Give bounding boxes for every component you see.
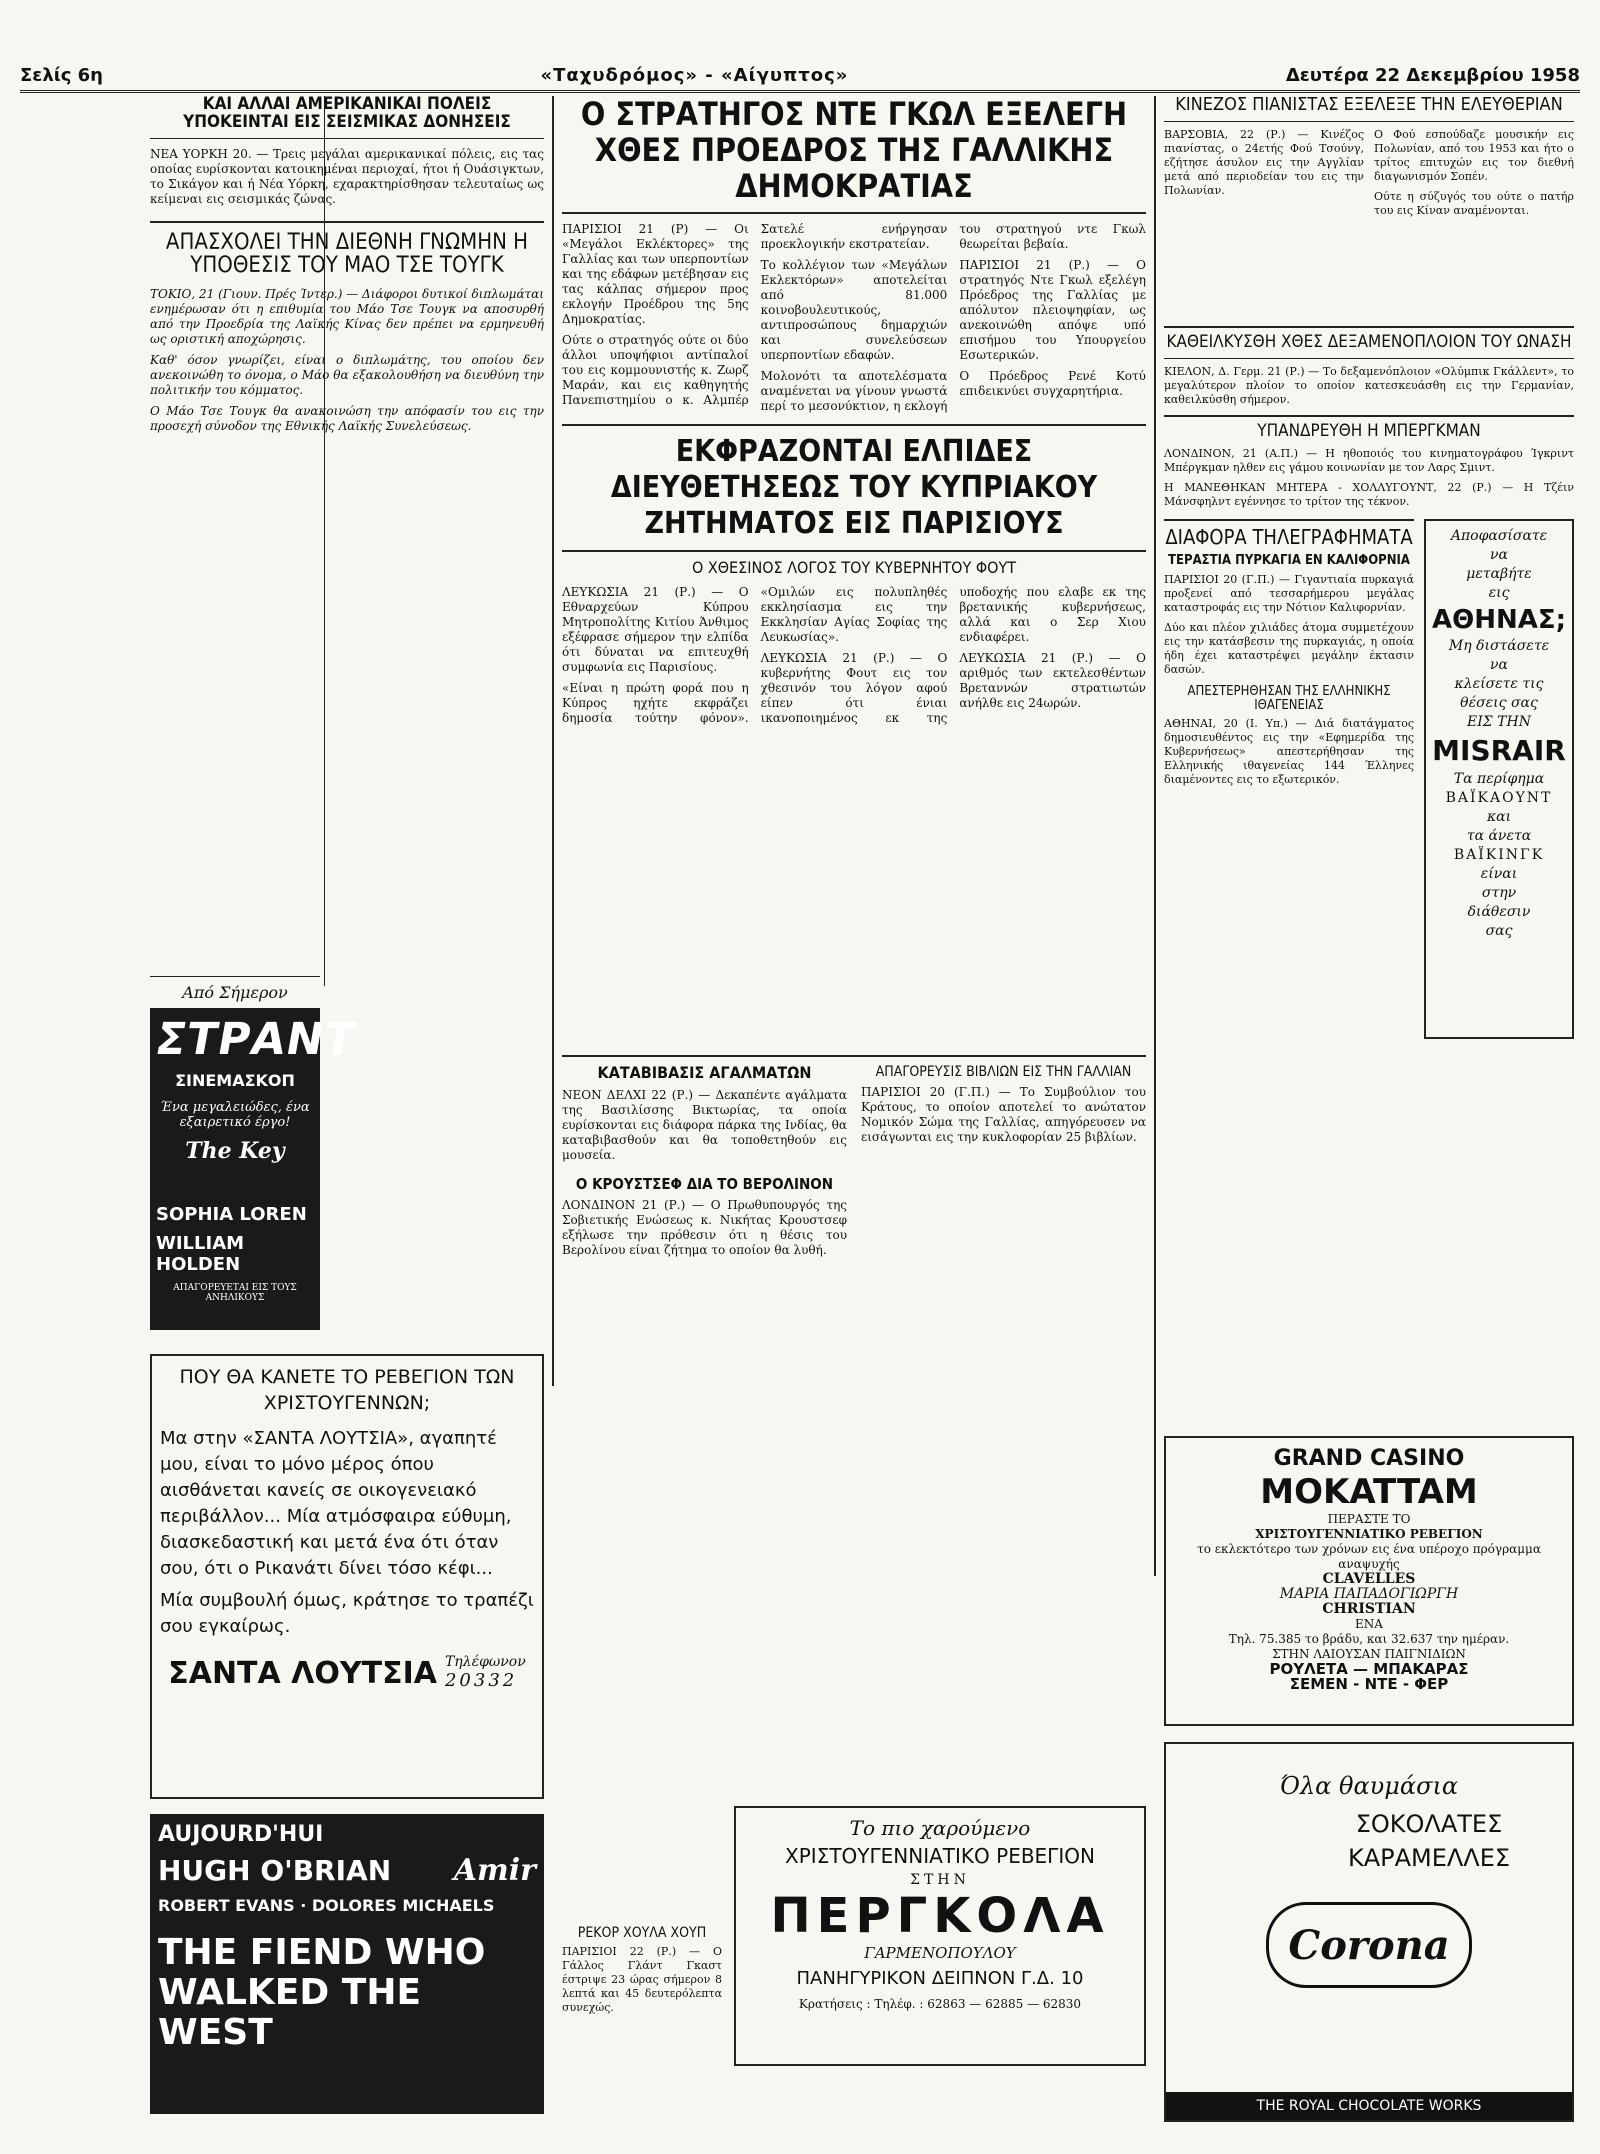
cinema-logo: Amir (453, 1853, 536, 1888)
cinema-name: ΣΤΡΑΝΤ (151, 1014, 360, 1065)
tagline: Ένα μεγαλειώδες, ένα εξαιρετικό έργο! (160, 1100, 310, 1130)
telegrams-and-misrair (1164, 519, 1574, 1039)
article-text: Μολονότι τα αποτελέσματα αναμένεται να γίνουν γνωστά περί το μεσονύκτιον, η εκλογή του στρατηγού ντε Γκωλ θεωρείται βεβαία. (760, 222, 1146, 413)
ad-line: το εκλεκτότερο των χρόνων εις ένα υπέροχο πρόγραμμα αναψυχής (1197, 1542, 1541, 1571)
middle-column (562, 96, 1146, 2136)
headline-pianist: ΚΙΝΕΖΟΣ ΠΙΑΝΙΣΤΑΣ ΕΞΕΛΕΞΕ ΤΗΝ ΕΛΕΥΘΕΡΙΑΝ (1164, 96, 1574, 122)
corona-chocolate-ad (1164, 1742, 1574, 2122)
masthead (20, 60, 1580, 93)
santa-lucia-ad (150, 1354, 544, 1799)
article-text: Ο Μάο Τσε Τουγκ θα ανακοινώση την απόφασίν του εις την προσεχή σύνοδον της Εθνικής Λαϊκής Συνελεύσεως. (150, 403, 544, 433)
ad-line: ΣΤΗΝ (910, 1872, 970, 1888)
article-text: ΝΕΟΝ ΔΕΛΧΙ 22 (Ρ.) — Δεκαπέντε αγάλματα της Βασιλίσσης Βικτωρίας, τα οποία ευρίσκονται εις διάφορα πάρκα της Ινδίας, θα καταβιβασθούν και θα τοποθετηθούν εις μουσεία. (562, 1087, 847, 1162)
short-news-row (562, 1055, 1146, 1265)
ad-line: ΧΡΙΣΤΟΥΓΕΝΝΙΑΤΙΚΟ ΡΕΒΕΓΙΟΝ (785, 1844, 1095, 1868)
ad-heading: ΠΟΥ ΘΑ ΚΑΝΕΤΕ ΤΟ ΡΕΒΕΓΙΟΝ ΤΩΝ ΧΡΙΣΤΟΥΓΕΝΝΩΝ; (179, 1366, 515, 1414)
ad-line: Τα περίφημα (1453, 770, 1545, 787)
headline-books: ΑΠΑΓΟΡΕΥΣΙΣ ΒΙΒΛΙΩΝ ΕΙΣ ΤΗΝ ΓΑΛΛΙΑΝ (875, 1063, 1132, 1080)
column-rule (1154, 96, 1156, 1576)
right-column (1164, 96, 1574, 2136)
ad-line: Όλα θαυμάσια (1279, 1772, 1459, 1800)
ad-line: ΠΑΝΗΓΥΡΙΚΟΝ ΔΕΙΠΝΟΝ Γ.Δ. 10 (796, 1968, 1084, 1989)
books-article (861, 1065, 1146, 1265)
ad-date: AUJOURD'HUI (158, 1822, 324, 1847)
manufacturer-name: THE ROYAL CHOCOLATE WORKS (1166, 2092, 1572, 2120)
ad-line: διάθεσιν (1467, 903, 1531, 920)
airline-name: MISRAIR (1432, 733, 1566, 767)
ad-line: θέσεις σας (1460, 694, 1538, 711)
article-text: ΠΑΡΙΣΙΟΙ 20 (Γ.Π.) — Το Συμβούλιον του Κράτους, το οποίον αποτελεί το ανώτατον Νομικόν Σώμα της Γαλλίας, απηγόρευσεν να εισάγωνται εις την κυκλοφορίαν 25 βιβλίων. (861, 1085, 1146, 1145)
de-gaulle-article (562, 222, 1146, 414)
article-text: ΛΕΥΚΩΣΙΑ 21 (Ρ.) — Ο αριθμός των εκτελεσθέντων Βρεταννών στρατιωτών ανήλθε εις 24ωρών. (959, 650, 1146, 710)
article-text: ΛΕΥΚΩΣΙΑ 21 (Ρ.) — Ο κυβερνήτης Φουτ εις τον χθεσινόν του λόγον αφού είπεν ότι ένιαι ικανοποιημένος εκ της υποδοχής που ελαβε εκ της βρετανικής κυβερνήσεως, αλλά και ο Σερ Χιου ενδιαφέρει. (760, 584, 1146, 725)
article-text: Καθ' όσον γνωρίζει, είναι ο διπλωμάτης, του οποίου δεν ανεκοινώθη το όνομα, ο Μάο θα εξακολουθήση να διευθύνη την πολιτικήν του κόμματος. (150, 352, 544, 397)
ad-line: εις (1488, 584, 1510, 601)
ad-line: στην (1481, 884, 1517, 901)
phone-number: 20332 (444, 1670, 518, 1691)
aircraft-type: ΒΑΪΚΑΟΥΝΤ (1445, 789, 1553, 806)
pergola-ad (734, 1806, 1146, 2066)
brand-logo: Corona (1266, 1902, 1472, 1988)
subheadline-foot-speech: Ο ΧΘΕΣΙΝΟΣ ΛΟΓΟΣ ΤΟΥ ΚΥΒΕΡΝΗΤΟΥ ΦΟΥΤ (691, 558, 1017, 577)
headline-krushchev: Ο ΚΡΟΥΣΤΣΕΦ ΔΙΑ ΤΟ ΒΕΡΟΛΙΝΟΝ (575, 1174, 834, 1193)
article-text: Το κολλέγιον των «Μεγάλων Εκλεκτόρων» αποτελείται από 81.000 κοινοβουλευτικούς, αντιπροσώπους δημαρχιών και συνελεύσεων υπερποντίων εδαφών. (760, 258, 948, 362)
pianist-article (1164, 128, 1574, 318)
ad-line: σας (1485, 922, 1513, 939)
headline-de-gaulle: Ο ΣΤΡΑΤΗΓΟΣ ΝΤΕ ΓΚΩΛ ΕΞΕΛΕΓΗ ΧΘΕΣ ΠΡΟΕΔΡΟΣ ΤΗΣ ΓΑΛΛΙΚΗΣ ΔΗΜΟΚΡΑΤΙΑΣ (562, 96, 1146, 214)
headline-statues: ΚΑΤΑΒΙΒΑΣΙΣ ΑΓΑΛΜΑΤΩΝ (597, 1062, 812, 1082)
article-text: Ο Πρόεδρος Ρενέ Κοτύ επιδεικνύει συγχαρητήρια. (959, 369, 1146, 398)
hula-hoop-article (562, 1926, 722, 2021)
headline-telegrams: ΔΙΑΦΟΡΑ ΤΗΛΕΓΡΑΦΗΜΑΤΑ (1164, 519, 1414, 548)
ad-line: να (1490, 656, 1508, 673)
headline-citizenship: ΑΠΕΣΤΕΡΗΘΗΣΑΝ ΤΗΣ ΕΛΛΗΝΙΚΗΣ ΙΘΑΓΕΝΕΙΑΣ (1187, 684, 1391, 713)
lead-actor: HUGH O'BRIAN (158, 1854, 392, 1887)
ad-line: και (1486, 808, 1512, 825)
ad-line: μεταβήτε (1466, 565, 1532, 582)
headline-cyprus: ΕΚΦΡΑΖΟΝΤΑΙ ΕΛΠΙΔΕΣ ΔΙΕΥΘΕΤΗΣΕΩΣ ΤΟΥ ΚΥΠΡΙΑΚΟΥ ΖΗΤΗΜΑΤΟΣ ΕΙΣ ΠΑΡΙΣΙΟΥΣ (562, 424, 1146, 552)
restaurant-name: ΠΕΡΓΚΟΛΑ (770, 1888, 1110, 1944)
headline-bergman: ΥΠΑΝΔΡΕΥΘΗ Η ΜΠΕΡΓΚΜΑΝ (1164, 415, 1574, 441)
mokattam-casino-ad (1164, 1436, 1574, 1726)
performer: ΜΑΡΙΑ ΠΑΠΑΔΟΓΙΩΡΓΗ (1279, 1586, 1459, 1602)
page-number: Σελίς 6η (20, 64, 103, 86)
ad-line: κλείσετε τις (1454, 675, 1544, 692)
performer: CLAVELLES (1322, 1571, 1416, 1587)
article-text: Ούτε ο στρατηγός ούτε οι δύο άλλοι υποψήφιοι αντίπαλοί του εις κομμουνιστής κ. Ζωρζ Μαράν, και εις καθηγητής Πανεπιστημίου ο κ. Αλμπέρ Σατελέ ενήργησαν προεκλογικήν εκστρατείαν. (562, 222, 948, 407)
ad-line: Το πιο χαρούμενο (849, 1816, 1031, 1840)
aircraft-type: ΒΑΪΚΙΝΓΚ (1453, 846, 1545, 863)
article-text: ΛΟΝΔΙΝΟΝ 21 (Ρ.) — Ο Πρωθυπουργός της Σοβιετικής Ενώσεως κ. Νικήτας Κρουστσεφ εξήλωσε την πρόθεσιν ότι η θέσις του Βερολίνου είναι ζήτημα το οποίον θα λυθή. (562, 1198, 847, 1258)
star-two: WILLIAM HOLDEN (156, 1233, 245, 1275)
ad-line: ΠΕΡΑΣΤΕ ΤΟ (1327, 1512, 1411, 1526)
article-text: «Είναι η πρώτη φορά που η Κύπρος ηχήτε εκφράζει δημοσία τούτην φόνον». «Ομιλών εις πολυπληθές εκκλησίασμα εις την Εκκλησίαν Αγίας Σοφίας της Λευκωσίας». (562, 584, 948, 725)
star-one: SOPHIA LOREN (156, 1204, 307, 1225)
ad-footer (160, 1654, 534, 1691)
ad-line: ΣΟΚΟΛΑΤΕΣ (1355, 1810, 1503, 1838)
headline-hula-hoop: ΡΕΚΟΡ ΧΟΥΛΑ ΧΟΥΠ (577, 1925, 707, 1941)
left-column (150, 96, 544, 2136)
strand-cinema-ad (150, 1008, 360, 1330)
games-list: ΡΟΥΛΕΤΑ — ΜΠΑΚΑΡΑΣ (1269, 1660, 1469, 1678)
telegrams (1164, 519, 1414, 1039)
ad-header-row (158, 1853, 536, 1888)
headline-american-cities: ΚΑΙ ΑΛΛΑΙ ΑΜΕΡΙΚΑΝΙΚΑΙ ΠΟΛΕΙΣ (202, 96, 492, 114)
headline-fire: ΤΕΡΑΣΤΙΑ ΠΥΡΚΑΓΙΑ ΕΝ ΚΑΛΙΦΟΡΝΙΑ (1168, 552, 1410, 568)
phone-label: Τηλέφωνον (444, 1654, 526, 1670)
article-text: ΝΕΑ ΥΟΡΚΗ 20. — Τρεις μεγάλαι αμερικανικαί πόλεις, εις τας οποίας ευρίσκονται κατοικημέναι περιοχαί, ήτοι ή Ουάσιγκτων, το Σικάγον και ή Νέα Υόρκη, εχαρακτηρίσθησαν τελευταίως ως κείμεναι εις σεισμικάς ζώνας. (150, 146, 544, 206)
games-list: ΣΕΜΕΝ - ΝΤΕ - ΦΕΡ (1289, 1675, 1449, 1693)
article-text: Ο Φού εσπούδαζε μουσικήν εις Πολωνίαν, από του 1953 και ήτο ο τρίτος επιτυχών εις τον διεθνή διαγωνισμόν Σοπέν. (1374, 127, 1574, 183)
article-text: ΛΟΝΔΙΝΟΝ, 21 (Α.Π.) — Η ηθοποιός του κινηματογράφου Ίγκριντ Μπέργκμαν ηλθεν εις γάμου κοινωνίαν με τον Λαρς Σμιντ. (1164, 446, 1574, 474)
ad-line: ΓΑΡΜΕΝΟΠΟΥΛΟΥ (864, 1944, 1016, 1962)
ad-line: να (1490, 546, 1508, 563)
performer: CHRISTIAN (1322, 1601, 1416, 1617)
film-title: THE FIEND WHO WALKED THE WEST (158, 1932, 486, 2053)
article-text: Η ΜΑΝΕΘΗΚΑΝ ΜΗΤΕΡΑ - ΧΟΛΛΥΓΟΥΝΤ, 22 (Ρ.) — Η Τζέιν Μάνσφηλντ εγέννησε το τρίτον της τέκνον. (1164, 480, 1574, 508)
ad-line: τα άνετα (1466, 827, 1532, 844)
destination: ΑΘΗΝΑΣ; (1431, 604, 1567, 635)
ad-line: Αποφασίσατε (1450, 527, 1548, 544)
cinemascope-label: ΣΙΝΕΜΑΣΚΟΠ (175, 1071, 295, 1090)
amir-cinema-ad (150, 1814, 544, 2114)
headline-onassis: ΚΑΘΕΙΛΚΥΣΘΗ ΧΘΕΣ ΔΕΞΑΜΕΝΟΠΛΟΙΟΝ ΤΟΥ ΩΝΑΣΗ (1164, 326, 1574, 359)
article-text: Δύο και πλέον χιλιάδες άτομα συμμετέχουν εις την κατάσβεσιν της πυρκαγιάς, η οποία ήδη έχει καταστρέψει μεγάλην έκτασιν δασών. (1164, 621, 1414, 677)
headline-earthquakes: ΥΠΟΚΕΙΝΤΑΙ ΕΙΣ ΣΕΙΣΜΙΚΑΣ ΔΟΝΗΣΕΙΣ (150, 114, 544, 139)
phone-block (445, 1654, 526, 1691)
ad-line: ΧΡΙΣΤΟΥΓΕΝΝΙΑΤΙΚΟ ΡΕΒΕΓΙΟΝ (1255, 1527, 1483, 1541)
age-notice: ΑΠΑΓΟΡΕΥΕΤΑΙ ΕΙΣ ΤΟΥΣ ΑΝΗΛΙΚΟΥΣ (173, 1283, 297, 1303)
article-text: ΑΘΗΝΑΙ, 20 (Ι. Υπ.) — Διά διατάγματος δημοσιευθέντος εις την «Εφημερίδα της Κυβερνήσεως» απεστερήθησαν της Ελληνικής ιθαγενείας 144 Έλληνες διαμένοντες εις το εξωτερικόν. (1164, 716, 1414, 786)
film-title: The Key (185, 1138, 285, 1164)
misrair-ad (1424, 519, 1574, 1039)
co-stars: ROBERT EVANS · DOLORES MICHAELS (158, 1896, 495, 1915)
ad-heading: GRAND CASINO (1273, 1446, 1465, 1471)
ad-label: Από Σήμερον (150, 976, 320, 1002)
ad-line: ΣΤΗΝ ΛΑΙΟΥΣΑΝ ΠΑΙΓΝΙΔΙΩΝ (1272, 1647, 1466, 1661)
ad-line: ΕΝΑ (1355, 1617, 1383, 1631)
issue-date: Δευτέρα 22 Δεκεμβρίου 1958 (1285, 64, 1580, 86)
ad-line: ΚΑΡΑΜΕΛΛΕΣ (1347, 1844, 1511, 1872)
ad-advice: Μία συμβουλή όμως, κράτησε το τραπέζι σου εγκαίρως. (160, 1590, 534, 1637)
ad-body: Μα στην «ΣΑΝΤΑ ΛΟΥΤΣΙΑ», αγαπητέ μου, είναι το μόνο μέρος όπου αισθάνεται κανείς σε οικογενειακό περιβάλλον... Μία ατμόσφαιρα εύθυμη, διασκεδαστική και μετά ένα ότι όταν σου, ότι ο Ρικανάτι δίνει τόσο κέφι... (160, 1428, 512, 1579)
article-text: ΛΕΥΚΩΣΙΑ 21 (Ρ.) — Ο Εθναρχεύων Κύπρου Μητροπολίτης Κιτίου Άνθιμος εξέφρασε σήμερον την ελπίδα ότι δύναται να επιτευχθή συμφωνία εις Παρισίους. (562, 584, 749, 674)
newspaper-title: «Ταχυδρόμος» - «Αίγυπτος» (540, 64, 849, 86)
article-text: ΠΑΡΙΣΙΟΙ 21 (Ρ) — Οι «Μεγάλοι Εκλέκτορες» της Γαλλίας και των υπερποντίων και της εδάφων μετέβησαν εις τας κάλπας σήμερον προς εκλογήν Προέδρου της 5ης Δημοκρατίας. (562, 222, 749, 326)
ad-line: Μη διστάσετε (1448, 637, 1550, 654)
article-text: Ούτε η σύζυγός του ούτε ο πατήρ του εις Κίναν αναμένονται. (1374, 189, 1574, 217)
casino-name: MOKATTAM (1260, 1472, 1478, 1512)
article-text: ΠΑΡΙΣΙΟΙ 22 (Ρ.) — Ο Γάλλος Γλάντ Γκαστ έστριψε 23 ώρας σήμερον 8 λεπτά και 45 δευτερόλεπτα συνεχώς. (562, 1944, 722, 2014)
cinema-ad-label (150, 976, 320, 1002)
column-rule (552, 96, 554, 1386)
article-text: ΠΑΡΙΣΙΟΙ 21 (Ρ.) — Ο στρατηγός Ντε Γκωλ εξελέγη Πρόεδρος της Γαλλίας με απόλυτον πλειοψηφίαν, ως ανεκοινώθη απόψε υπό επισήμου του Υπουργείου Εσωτερικών. (959, 258, 1146, 362)
ad-line: ΕΙΣ ΤΗΝ (1467, 713, 1531, 730)
ad-line: Τηλ. 75.385 το βράδυ, και 32.637 την ημέραν. (1228, 1632, 1510, 1646)
reservation-phones: Κρατήσεις : Τηλέφ. : 62863 — 62885 — 62830 (798, 1997, 1082, 2011)
cyprus-article (562, 585, 1146, 1055)
ad-line: είναι (1480, 865, 1518, 882)
headline-mao: ΑΠΑΣΧΟΛΕΙ ΤΗΝ ΔΙΕΘΝΗ ΓΝΩΜΗΝ Η ΥΠΟΘΕΣΙΣ ΤΟΥ ΜΑΟ ΤΣΕ ΤΟΥΓΚ (150, 221, 544, 277)
statues-article (562, 1062, 847, 1265)
restaurant-name: ΣΑΝΤΑ ΛΟΥΤΣΙΑ (168, 1656, 437, 1691)
article-text: ΠΑΡΙΣΙΟΙ 20 (Γ.Π.) — Γιγαντιαία πυρκαγιά προξενεί από τεσσαρήμερου μεγάλας καταστροφάς εις την Νότιον Καλιφορνίαν. (1164, 573, 1414, 615)
article-text: ΚΙΕΛΟΝ, Δ. Γερμ. 21 (Ρ.) — Το δεξαμενόπλοιον «Ολύμπικ Γκάλλεντ», το μεγαλύτερον πλοίον το οποίον κατεσκευάσθη εις την Γερμανίαν, καθειλκύσθη σήμερον. (1164, 364, 1574, 406)
article-text: ΤΟΚΙΟ, 21 (Γιουν. Πρές Ίντερ.) — Διάφοροι δυτικοί διπλωμάται ενημέρωσαν ότι η επιθυμία του Μάο Τσε Τουγκ να αποσυρθή από την Προεδρία της Λαϊκής Κίνας δεν πρέπει να ερμηνευθή ως οριστική αποχώρησις. (150, 286, 544, 346)
article-text: ΒΑΡΣΟΒΙΑ, 22 (Ρ.) — Κινέζος πιανίστας, ο 24ετής Φού Τσούνγ, εζήτησε άσυλον εις την Αγγλίαν μετά από περιοδείαν του εις την Πολωνίαν. (1164, 127, 1364, 197)
